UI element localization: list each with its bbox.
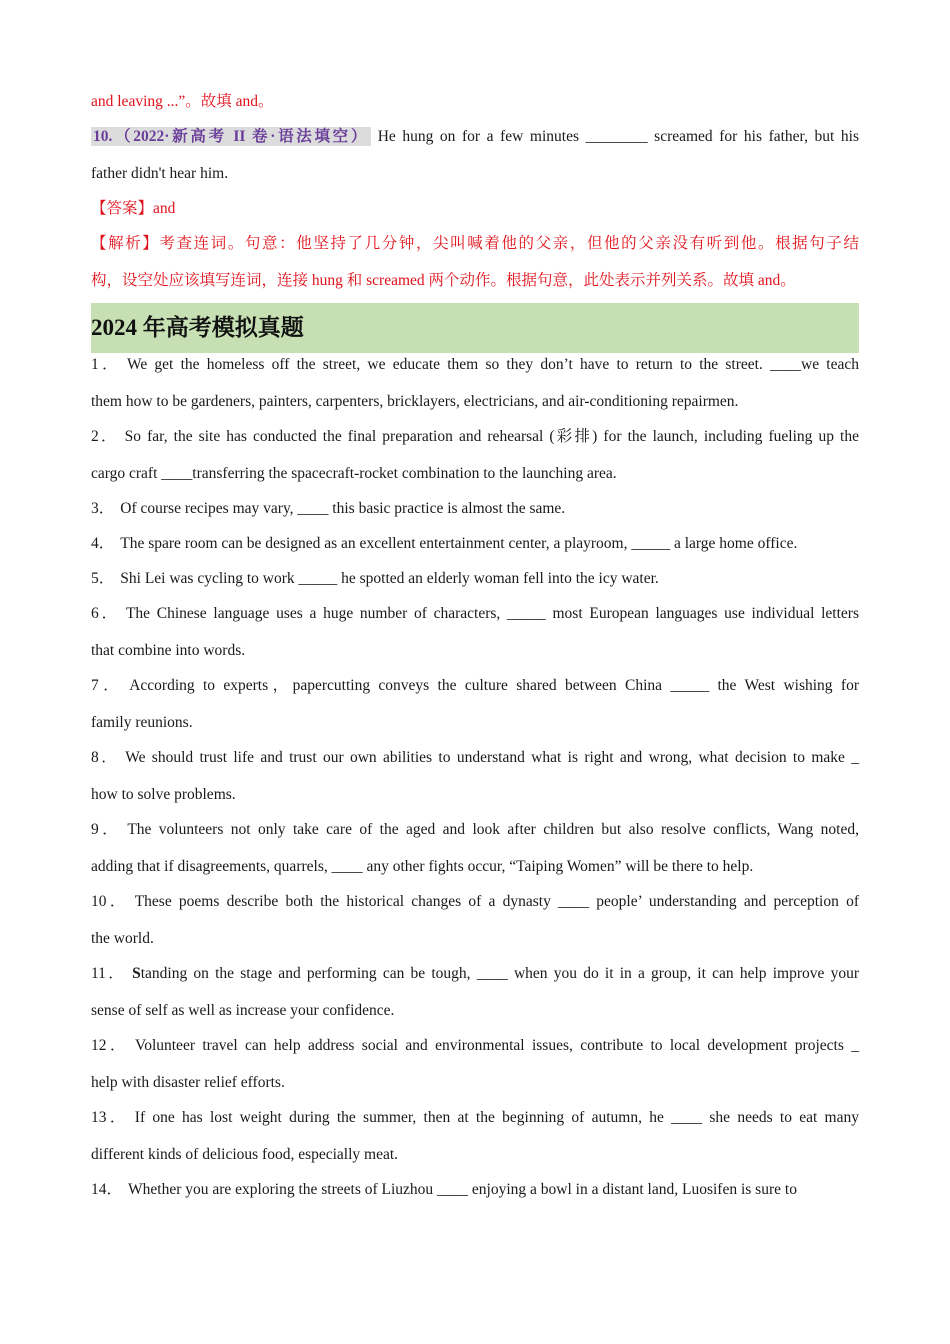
document-page — [91, 92, 859, 1215]
question-text: The spare room can be designed as an excellent entertainment center, a playroom, _____ a large home office. — [120, 535, 798, 552]
question-item-line1 — [91, 569, 859, 589]
bold-initial: S — [132, 965, 141, 982]
question-10-text-line2: father didn't hear him. — [91, 165, 229, 182]
previous-analysis-tail: and leaving ...”。故填 and。 — [91, 93, 274, 110]
question-item-line1 — [91, 820, 859, 840]
question-number: 4． — [91, 535, 115, 552]
question-text: The volunteers not only take care of the aged and look after children but also resolve conflicts, Wang noted, — [127, 821, 859, 838]
question-item-line1 — [91, 892, 859, 912]
question-number: 2． — [91, 428, 119, 445]
question-text: According to experts，papercutting conveys the culture shared between China _____ the West wishing for — [129, 677, 859, 694]
question-item-line2: help with disaster relief efforts. — [91, 1074, 285, 1091]
question-item-line2: sense of self as well as increase your confidence. — [91, 1002, 395, 1019]
question-item-line1 — [91, 355, 859, 375]
question-item-line1 — [91, 1108, 859, 1128]
question-item-line2: the world. — [91, 930, 154, 947]
question-item-line1 — [91, 676, 859, 696]
question-item-line1 — [91, 499, 859, 519]
question-item-line2: cargo craft ____transferring the spacecraft-rocket combination to the launching area. — [91, 465, 617, 482]
question-item-line2: that combine into words. — [91, 642, 246, 659]
question-10-text-line1: He hung on for a few minutes ________ screamed for his father, but his — [377, 128, 860, 145]
question-text: Of course recipes may vary, ____ this basic practice is almost the same. — [120, 500, 566, 517]
question-list — [91, 355, 859, 1215]
question-text: We get the homeless off the street, we educate them so they don’t have to return to the street. ____we teach — [126, 356, 859, 373]
analysis-line1: 【解析】考查连词。句意：他坚持了几分钟，尖叫喊着他的父亲，但他的父亲没有听到他。根据句子结 — [91, 235, 859, 252]
question-item-line2: different kinds of delicious food, especially meat. — [91, 1146, 399, 1163]
question-number: 12． — [91, 1037, 129, 1054]
question-text: Shi Lei was cycling to work _____ he spotted an elderly woman fell into the icy water. — [120, 570, 659, 587]
question-item-line2: adding that if disagreements, quarrels, ____ any other fights occur, “Taiping Women” will be there to help. — [91, 858, 754, 875]
question-item-line1 — [91, 534, 859, 554]
question-item-line2: how to solve problems. — [91, 786, 236, 803]
question-text: So far, the site has conducted the final preparation and rehearsal (彩排) for the launch, including fueling up the — [124, 428, 859, 445]
question-number: 11． — [91, 965, 127, 982]
question-text: The Chinese language uses a huge number of characters, _____ most European languages use individual letters — [125, 605, 859, 622]
question-source-tag: 10.（2022·新高考 II 卷·语法填空） — [93, 128, 370, 145]
question-text: We should trust life and trust our own abilities to understand what is right and wrong, what decision to make _ — [125, 749, 859, 766]
question-text: tanding on the stage and performing can be tough, ____ when you do it in a group, it can help improve your — [140, 965, 859, 982]
question-item-line1 — [91, 964, 859, 984]
question-number: 10． — [91, 893, 129, 910]
question-item-line1 — [91, 1036, 859, 1056]
question-number: 9． — [91, 821, 122, 838]
question-item-line1 — [91, 1180, 859, 1200]
question-text: If one has lost weight during the summer, then at the beginning of autumn, he ____ she needs to eat many — [134, 1109, 859, 1126]
question-item-line1 — [91, 748, 859, 768]
question-number: 8． — [91, 749, 120, 766]
question-number: 13． — [91, 1109, 129, 1126]
question-10 — [91, 127, 859, 147]
question-number: 3． — [91, 500, 115, 517]
question-number: 6． — [91, 605, 120, 622]
question-text: Whether you are exploring the streets of Liuzhou ____ enjoying a bowl in a distant land, Luosifen is sure to — [128, 1181, 797, 1198]
question-text: Volunteer travel can help address social and environmental issues, contribute to local development projects _ — [135, 1037, 859, 1054]
question-item-line1 — [91, 604, 859, 624]
question-text: These poems describe both the historical changes of a dynasty ____ people’ understanding and perception of — [134, 893, 859, 910]
question-number: 14． — [91, 1181, 123, 1198]
section-title: 2024 年高考模拟真题 — [91, 303, 859, 353]
question-number: 7． — [91, 677, 124, 694]
question-item-line2: family reunions. — [91, 714, 193, 731]
question-item-line1 — [91, 427, 859, 447]
question-number: 5． — [91, 570, 115, 587]
question-item-line2: them how to be gardeners, painters, carpenters, bricklayers, electricians, and air-conditioning repairmen. — [91, 393, 739, 410]
answer-line: 【答案】and — [91, 200, 176, 217]
question-number: 1． — [91, 356, 121, 373]
analysis-line2: 构，设空处应该填写连词，连接 hung 和 screamed 两个动作。根据句意，此处表示并列关系。故填 and。 — [91, 272, 796, 289]
